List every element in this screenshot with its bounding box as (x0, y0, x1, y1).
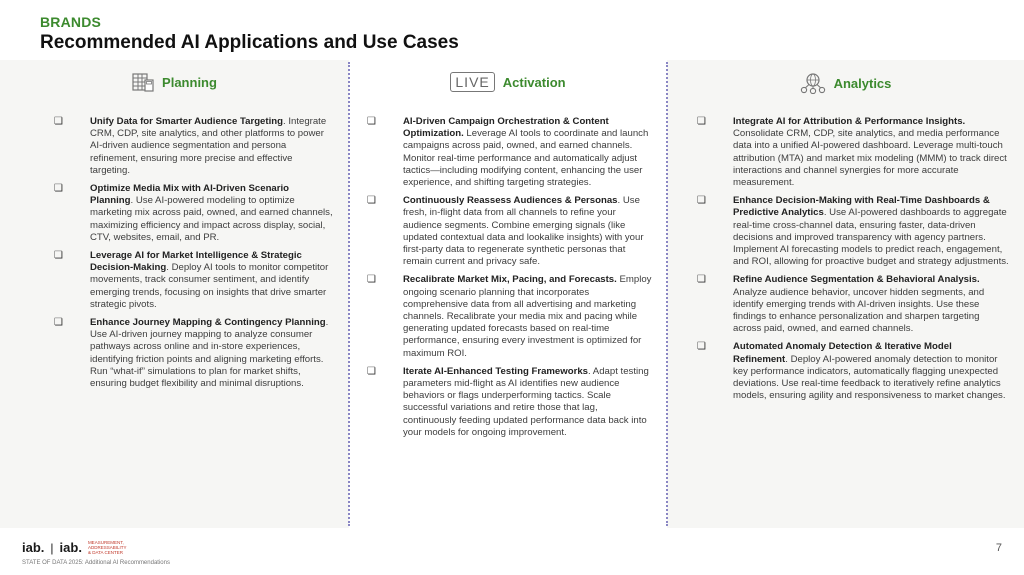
checkbox-bullet-icon: ❏ (697, 341, 706, 353)
checkbox-bullet-icon: ❏ (367, 195, 376, 207)
list-item: ❏ Unify Data for Smarter Audience Targeting. Integrate CRM, CDP, site analytics, and other platforms to power AI-driven audience segmentation and persona refinement, ensuring more precise and effective targeting. (54, 116, 327, 176)
list-item: ❏ Refine Audience Segmentation & Behavioral Analysis. Analyze audience behavior, uncover hidden segments, and identify emerging trends with AI-driven insights. Use these findings to enhance personalization and sharpen targeting across paid, owned, and earned channels. (697, 274, 985, 335)
live-icon: LIVE (450, 72, 494, 92)
iab-logo: iab. (22, 540, 45, 555)
checkbox-bullet-icon: ❏ (54, 250, 63, 262)
footer-logos (22, 540, 128, 555)
list-item: ❏ AI-Driven Campaign Orchestration & Content Optimization. Leverage AI tools to coordinate and launch campaigns across paid, owned, and earned channels. Monitor real-time performance and automatically adjust tactics—including modifying content, enhancing the user experience, and shifting targeting strategies. (367, 116, 649, 189)
list-item: ❏ Enhance Decision-Making with Real-Time Dashboards & Predictive Analytics. Use AI-powered dashboards to aggregate real-time cross-channel data, ensuring faster, data-driven decisions and improved transparency with agency partners. Implement AI forecasting models to predict reach, engagement, and ROI, allowing for proactive budget and strategy adjustments. (697, 195, 1009, 268)
planning-column (0, 60, 349, 528)
activation-heading: Activation (502, 74, 566, 90)
list-item: ❏ Integrate AI for Attribution & Performance Insights. Consolidate CRM, CDP, site analytics, and media performance data into a unified AI-powered dashboard. Leverage multi-touch attribution (MTA) and market mix modeling (MMM) to track direct interactions and channel synergies for more accurate measurement. (697, 116, 1007, 189)
column-divider (348, 62, 350, 526)
logo-separator: | (50, 540, 54, 555)
checkbox-bullet-icon: ❏ (697, 195, 706, 207)
analytics-heading: Analytics (833, 75, 892, 91)
analytics-column (667, 60, 1024, 528)
list-item: ❏ Enhance Journey Mapping & Contingency Planning. Use AI-driven journey mapping to analyze consumer pathways across online and in-store experiences, identifying friction points and aligning marketing efforts. Run “what-if” simulations to plan for market shifts, ensuring budget flexibility and minimal disruptions. (54, 317, 329, 390)
list-item: ❏ Leverage AI for Market Intelligence & Strategic Decision-Making. Deploy AI tools to monitor competitor movements, track consumer sentiment, and identify emerging trends, focusing on insights that drive smarter strategic pivots. (54, 250, 329, 310)
checkbox-bullet-icon: ❏ (367, 274, 376, 286)
planning-header (0, 72, 349, 92)
iab-mad-center-label: MEASUREMENT, ADDRESSABILITY & DATA CENTER (87, 540, 127, 555)
activation-header (349, 72, 667, 92)
activation-list (367, 116, 653, 445)
checkbox-bullet-icon: ❏ (54, 183, 63, 195)
list-item: ❏ Continuously Reassess Audiences & Personas. Use fresh, in-flight data from all channels to refine your audience segments. Combine emerging signals (like updated contextual data and lookalike insights) with your first-party data to regenerate synthetic personas that remain current and privacy safe. (367, 195, 644, 268)
checkbox-bullet-icon: ❏ (697, 274, 706, 286)
checkbox-bullet-icon: ❏ (54, 317, 63, 329)
footer-note: STATE OF DATA 2025: Additional AI Recommendations (22, 560, 170, 566)
checkbox-bullet-icon: ❏ (697, 116, 706, 127)
list-item: ❏ Automated Anomaly Detection & Iterative Model Refinement. Deploy AI-powered anomaly detection to monitor key performance indicators, automatically flagging unexpected deviations. Use real-time feedback to iteratively refine analytics models, ensuring agility and responsiveness to market changes. (697, 341, 1006, 402)
list-item: ❏ Recalibrate Market Mix, Pacing, and Forecasts. Employ ongoing scenario planning that incorporates comprehensive data from all advertising and marketing channels. Recalibrate your media mix and pacing while generating updated forecasts based on real-time performance, ensuring every investment is optimized for maximum ROI. (367, 274, 652, 359)
network-analytics-icon (800, 72, 826, 94)
column-divider (666, 62, 668, 526)
checkbox-bullet-icon: ❏ (367, 365, 376, 377)
page-number: 7 (995, 542, 1002, 554)
list-item: ❏ Iterate AI-Enhanced Testing Frameworks. Adapt testing parameters mid-flight as AI identifies new audience behaviors or flags underperforming tactics. Scale successful variations and retire those that lag, continuously feeding updated performance data back into your models for ongoing improvement. (367, 365, 649, 438)
iab-mad-center-logo: iab. (59, 540, 82, 555)
checkbox-bullet-icon: ❏ (54, 116, 63, 127)
section-kicker: BRANDS (40, 14, 102, 30)
planning-heading: Planning (162, 74, 217, 90)
analytics-list (697, 116, 1009, 408)
spreadsheet-calculator-icon (132, 72, 154, 92)
planning-list (54, 116, 334, 396)
activation-column (349, 60, 667, 528)
analytics-header (667, 72, 1024, 94)
list-item: ❏ Optimize Media Mix with AI-Driven Scenario Planning. Use AI-powered modeling to optimize marketing mix across paid, owned, and earned channels, maximizing efficiency and impact across display, social, CTV, websites, email, and PR. (54, 183, 333, 243)
page-title: Recommended AI Applications and Use Cases (40, 32, 459, 53)
checkbox-bullet-icon: ❏ (367, 116, 376, 127)
